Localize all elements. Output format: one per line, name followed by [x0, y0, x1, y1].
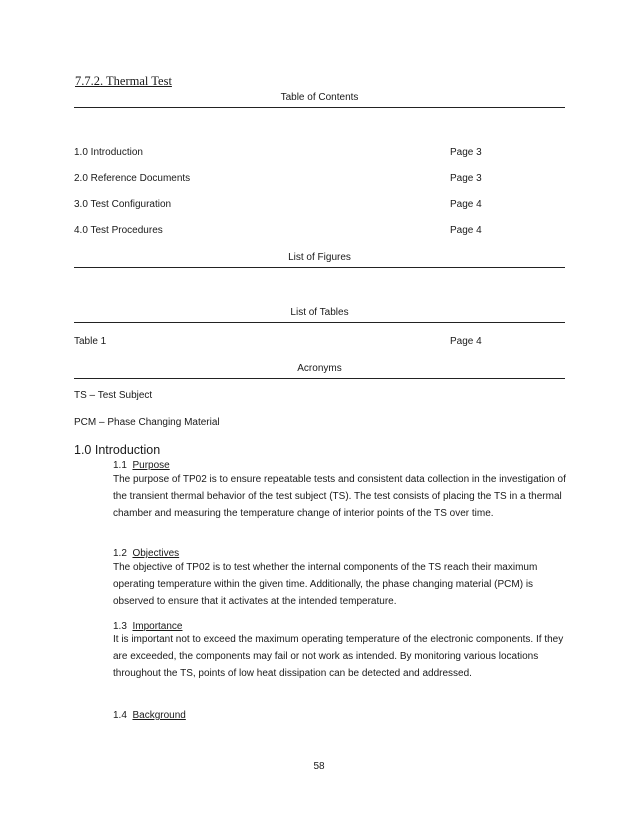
- tables-title: List of Tables: [290, 307, 349, 318]
- subsection-title: Background: [132, 710, 186, 721]
- toc-entry-page: Page 4: [450, 225, 482, 236]
- toc-entry-label: 4.0 Test Procedures: [74, 225, 163, 236]
- subsection-heading: [113, 621, 183, 632]
- tables-entry-label: Table 1: [74, 336, 107, 347]
- acronym-item: PCM – Phase Changing Material: [74, 417, 220, 428]
- subsection-number: 1.1: [113, 460, 127, 471]
- acronyms-divider: [74, 378, 565, 379]
- subsection-body: It is important not to exceed the maximum operating temperature of the electronic components. If they are exceeded, the components may fail or not work as intended. By monitoring various locations throughout the TS, points of low heat dissipation can be detected and addressed.: [113, 634, 564, 679]
- toc-entry-label: 2.0 Reference Documents: [74, 173, 191, 184]
- toc-entry-page: Page 3: [450, 173, 482, 184]
- tables-divider: [74, 322, 565, 323]
- subsection-body: The purpose of TP02 is to ensure repeatable tests and consistent data collection in the investigation of the transient thermal behavior of the test subject (TS). The test consists of placing the TS in a thermal chamber and measuring the temperature change of interior points of the TS over time.: [113, 474, 566, 519]
- page-number: 58: [313, 761, 325, 772]
- subsection-title: Purpose: [132, 460, 170, 471]
- tables-entry-page: Page 4: [450, 336, 482, 347]
- subsection-heading: [113, 460, 170, 471]
- section-heading: 7.7.2. Thermal Test: [75, 74, 172, 88]
- subsection-heading: [113, 710, 186, 721]
- subsection-heading: [113, 548, 179, 559]
- figures-title: List of Figures: [288, 252, 351, 263]
- subsection-number: 1.3: [113, 621, 127, 632]
- toc-entry-label: 1.0 Introduction: [74, 147, 143, 158]
- acronyms-title: Acronyms: [297, 363, 342, 374]
- figures-divider: [74, 267, 565, 268]
- toc-divider: [74, 107, 565, 108]
- toc-entry-label: 3.0 Test Configuration: [74, 199, 172, 210]
- subsection-body: The objective of TP02 is to test whether the internal components of the TS reach their maximum operating temperature within the given time. Additionally, the phase changing material (PCM) is observed to ensure that it activates at the intended temperature.: [113, 562, 538, 607]
- subsection-title: Importance: [132, 621, 183, 632]
- subsection-title: Objectives: [132, 548, 180, 559]
- subsection-number: 1.2: [113, 548, 127, 559]
- subsection-number: 1.4: [113, 710, 127, 721]
- toc-title: Table of Contents: [280, 92, 359, 103]
- acronym-item: TS – Test Subject: [74, 390, 153, 401]
- toc-entry-page: Page 4: [450, 199, 482, 210]
- intro-heading: 1.0 Introduction: [74, 443, 161, 457]
- toc-entry-page: Page 3: [450, 147, 482, 158]
